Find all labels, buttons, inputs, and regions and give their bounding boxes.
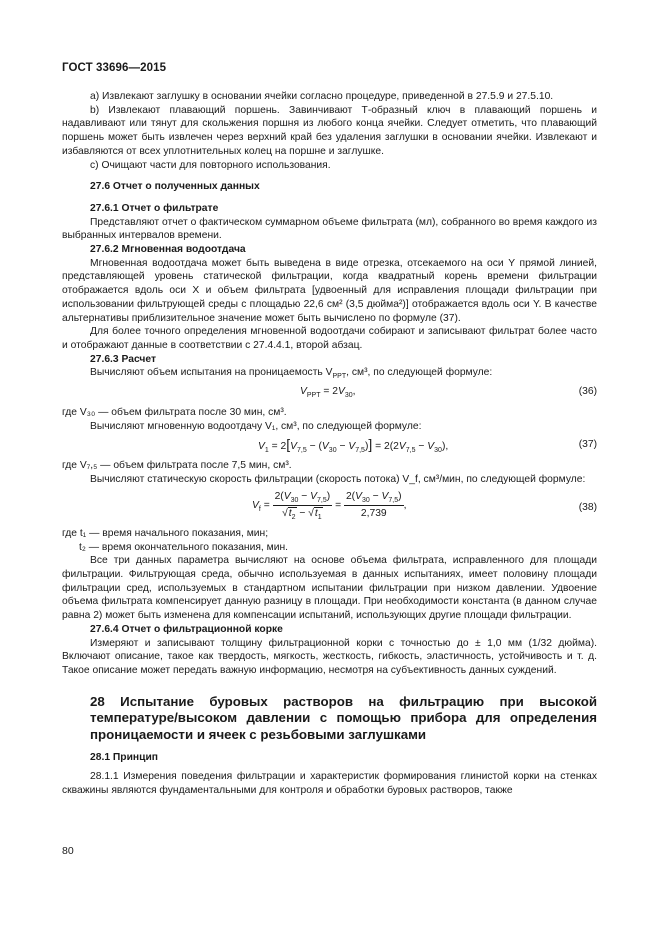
where-t1: где t₁ — время начального показания, мин; — [62, 527, 269, 539]
paragraph-28-1-1: 28.1.1 Измерения поведения фильтрации и характеристик формирования глинистой корки на стенках скважины являются фундаментальными для контроля и обработки буровых растворов, также — [62, 770, 597, 796]
formula-37 — [62, 433, 597, 459]
paragraph-spurt-intro: Вычисляют мгновенную водоотдачу V₁, см³, по следующей формуле: — [90, 420, 422, 432]
heading-27-6-4: 27.6.4 Отчет о фильтрационной корке — [90, 623, 283, 635]
paragraph-rate-intro: Вычисляют статическую скорость фильтрации (скорость потока) V_f, см³/мин, по следующей формуле: — [90, 474, 586, 486]
heading-27-6-2: 27.6.2 Мгновенная водоотдача — [90, 244, 246, 256]
formula-38-fraction-2: $\frac{2(V_{30} - V_{7,5})}{2,739}$ — [345, 490, 402, 519]
formula-38-fraction-1: $\frac{2(V_{30} - V_{7,5})}{√t_2 - √t_1}$ — [274, 490, 331, 521]
where-v30: где V₃₀ — объем фильтрата после 30 мин, см³. — [62, 407, 287, 419]
formula-38-number: (38) — [578, 501, 597, 513]
paragraph-27-6-2-a: Мгновенная водоотдача может быть выведена в виде отрезка, отсекаемого на оси Y прямой линией, представляющей уровень статической фильтрации, когда квадратный корень времени фильтрации отображается вдоль оси X и объем фильтрата [удвоенный для исправления площади фильтрации при использовании фильтрующей среды с площадью 22,6 см² (3,5 дюйма²)] отображается вдоль оси Y. В качестве альтернативы приблизительное значение может быть вычислено по формуле (37). — [62, 257, 597, 324]
paragraph-b: b) Извлекают плавающий поршень. Завинчивают Т-образный ключ в плавающий поршень и надавливают или тянут для скольжения поршня из любого конца ячейки. Следует отметить, что плавающий поршень может быть извлечен через верхний край без удаления заглушки в основании ячейки. Извлекают и избавляются от всех уплотнительных колец на поршне и заглушке. — [62, 104, 597, 157]
formula-36-number: (36) — [578, 386, 597, 398]
paragraph-calc-intro: Вычисляют объем испытания на проницаемость $V_{PPT}$, см³, по следующей формуле: — [90, 367, 493, 381]
heading-27-6-3: 27.6.3 Расчет — [90, 353, 157, 365]
formula-36-expression: $V_{PPT} = 2V_{30}$, — [300, 386, 356, 400]
standard-header: ГОСТ 33696—2015 — [62, 62, 167, 74]
heading-28-1: 28.1 Принцип — [90, 752, 159, 764]
formula-36 — [62, 380, 597, 406]
page-content — [62, 90, 597, 797]
formula-38-expression: $V_f$ = $\frac{2(V_{30} - V_{7,5})}{√t_2 - √t_1}$ = $\frac{2(V_{30} - V_{7,5})}{2,739}$ , — [252, 490, 407, 521]
heading-27-6: 27.6 Отчет о полученных данных — [90, 181, 260, 193]
heading-27-6-1: 27.6.1 Отчет о фильтрате — [90, 202, 219, 214]
where-v75: где V₇,₅ — объем фильтрата после 7,5 мин, см³. — [62, 460, 292, 472]
page-number: 80 — [62, 845, 74, 857]
paragraph-27-6-4: Измеряют и записывают толщину фильтрационной корки с точностью до ± 1,0 мм (1/32 дюйма). Включают описание, такое как твердость, мягкость, жесткость, гибкость, эластичность, устойчивость и т. д. Такое описание может передать важную информацию, несмотря на субъективность данных суждений. — [62, 637, 597, 676]
paragraph-all-three: Все три данных параметра вычисляют на основе объема фильтрата, исправленного для площади фильтрации. Фильтрующая среда, обычно используемая в данных испытаниях, имеет половину площади фильтрации сред, используемых в стандартном испытании фильтрации при низком давлении. Удвоение объема фильтрата компенсирует данную разницу в площади. При необходимости константа (в данном случае равна 2) может быть изменена для компенсации испытаний, использующих другие площади фильтрации. — [62, 555, 597, 622]
heading-28: 28 Испытание буровых растворов на фильтрацию при высокой температуре/высоком давлении с помощью прибора для определения проницаемости и ячеек с резьбовыми заглушками — [90, 693, 597, 742]
where-t2: t₂ — время окончательного показания, мин. — [79, 541, 289, 553]
paragraph-a: а) Извлекают заглушку в основании ячейки согласно процедуре, приведенной в 27.5.9 и 27.5.10. — [90, 91, 554, 102]
paragraph-27-6-1: Представляют отчет о фактическом суммарном объеме фильтрата (мл), собранного во время каждого из выбранных интервалов времени. — [62, 216, 597, 242]
formula-38 — [62, 487, 597, 527]
paragraph-27-6-2-b: Для более точного определения мгновенной водоотдачи собирают и записывают фильтрат более часто и отображают данные в соответствии с 27.4.4.1, второй абзац. — [62, 326, 597, 351]
formula-37-expression: $V_1 = 2[V_{7,5} - (V_{30} - V_{7,5})] = 2(2V_{7,5} - V_{30})$, — [258, 436, 449, 455]
paragraph-c: с) Очищают части для повторного использования. — [90, 159, 331, 171]
formula-37-number: (37) — [578, 439, 597, 451]
